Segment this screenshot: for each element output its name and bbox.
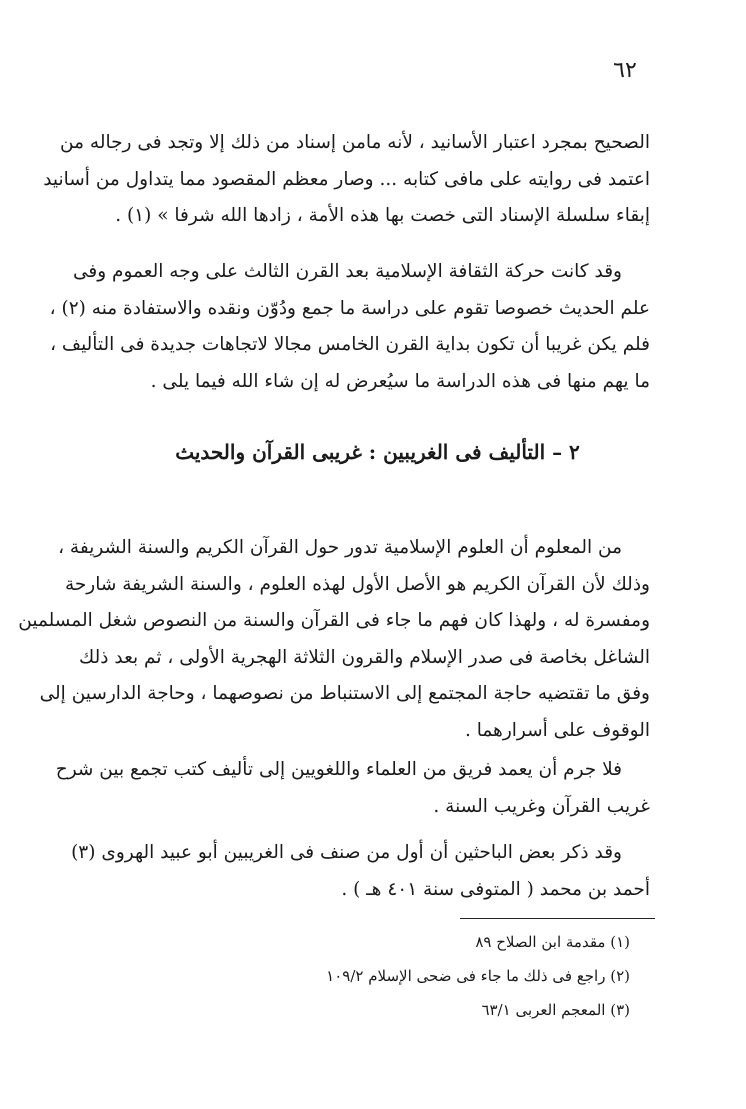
footnote-2: (٢) راجع فى ذلك ما جاء فى ضحى الإسلام ١٠٩/٢ [326, 967, 630, 985]
paragraph-line: الصحيح بمجرد اعتبار الأسانيد ، لأنه مامن إسناد من ذلك إلا وتجد فى رجاله من [60, 132, 650, 153]
paragraph-line: ومفسرة له ، ولهذا كان فهم ما جاء فى القرآن والسنة من النصوص شغل المسلمين [18, 610, 650, 631]
page-number: ٦٢ [613, 58, 637, 83]
paragraph-3 [18, 530, 650, 749]
paragraph-line: فلم يكن غريبا أن تكون بداية القرن الخامس مجالا لاتجاهات جديدة فى التأليف ، [50, 334, 650, 355]
paragraph-5 [71, 835, 650, 908]
paragraph-line: غريب القرآن وغريب السنة . [433, 795, 650, 817]
paragraph-line: وقد كانت حركة الثقافة الإسلامية بعد القرن الثالث على وجه العموم وفى [72, 261, 622, 282]
paragraph-2 [49, 254, 650, 400]
paragraph-line: اعتمد فى روايته على مافى كتابه ... وصار معظم المقصود مما يتداول من أسانيد [43, 168, 650, 190]
paragraph-line: إبقاء سلسلة الإسناد التى خصت بها هذه الأمة ، زادها الله شرفا » (١) . [115, 205, 650, 226]
paragraph-4 [55, 752, 650, 825]
section-heading: ٢ – التأليف فى الغريبين : غريبى القرآن والحديث [175, 440, 580, 464]
footnotes [300, 925, 630, 1027]
footnote-separator [460, 918, 655, 919]
footnote-1: (١) مقدمة ابن الصلاح ٨٩ [475, 933, 630, 951]
footnote-3: (٣) المعجم العربى ٦٣/١ [481, 1001, 630, 1019]
paragraph-line: أحمد بن محمد ( المتوفى سنة ٤٠١ هـ ) . [341, 878, 650, 900]
paragraph-line: وفق ما تقتضيه حاجة المجتمع إلى الاستنباط من نصوصهما ، وحاجة الدارسين إلى [39, 683, 650, 704]
paragraph-line: وقد ذكر بعض الباحثين أن أول من صنف فى الغريبين أبو عبيد الهروى (٣) [71, 842, 622, 863]
paragraph-line: فلا جرم أن يعمد فريق من العلماء واللغويين إلى تأليف كتب تجمع بين شرح [55, 759, 622, 780]
paragraph-line: وذلك لأن القرآن الكريم هو الأصل الأول لهذه العلوم ، والسنة الشريفة شارحة [64, 573, 650, 595]
paragraph-line: علم الحديث خصوصا تقوم على دراسة ما جمع ودُوّن ونقده والاستفادة منه (٢) ، [49, 297, 650, 319]
paragraph-1 [43, 125, 650, 235]
paragraph-line: ما يهم منها فى هذه الدراسة ما سيُعرض له إن شاء الله فيما يلى . [150, 370, 650, 392]
paragraph-line: من المعلوم أن العلوم الإسلامية تدور حول القرآن الكريم والسنة الشريفة ، [58, 537, 622, 558]
paragraph-line: الوقوف على أسرارهما . [464, 719, 650, 741]
paragraph-line: الشاغل بخاصة فى صدر الإسلام والقرون الثلاثة الهجرية الأولى ، ثم بعد ذلك [79, 646, 650, 668]
